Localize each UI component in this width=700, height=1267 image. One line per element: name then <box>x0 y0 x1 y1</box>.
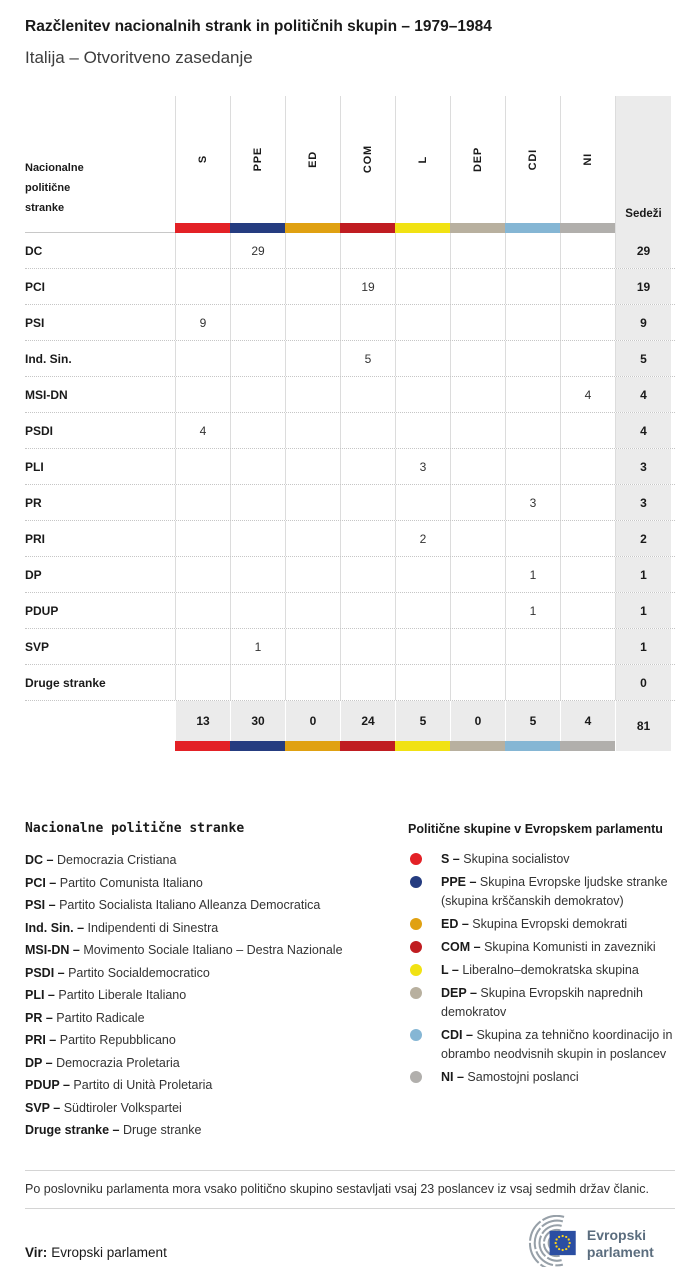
cell <box>450 449 505 484</box>
cell <box>340 377 395 412</box>
table-row <box>25 485 675 521</box>
cell <box>230 305 285 340</box>
column-header-ppe: PPE <box>230 96 285 223</box>
seats-cell: 3 <box>615 485 671 520</box>
cell <box>450 521 505 556</box>
cell <box>450 665 505 700</box>
total-cell: 5 <box>505 701 560 741</box>
cell: 1 <box>230 629 285 664</box>
cell: 5 <box>340 341 395 376</box>
seats-cell: 0 <box>615 665 671 700</box>
group-color-bar <box>230 223 285 233</box>
legend-group-item: L – Liberalno–demokratska skupina <box>408 961 675 980</box>
cell <box>340 629 395 664</box>
legend-group-item: DEP – Skupina Evropskih naprednih demokratov <box>408 984 675 1022</box>
legend-party-item: DC – Democrazia Cristiana <box>25 853 177 867</box>
column-header-s: S <box>175 96 230 223</box>
legend-group-item: PPE – Skupina Evropske ljudske stranke (skupina krščanskih demokratov) <box>408 873 675 911</box>
party-label: MSI-DN <box>25 387 68 402</box>
party-label: Druge stranke <box>25 675 106 690</box>
cell <box>505 521 560 556</box>
table-row <box>25 233 675 269</box>
table-row <box>25 449 675 485</box>
cell <box>560 665 615 700</box>
table-row <box>25 341 675 377</box>
cell <box>230 665 285 700</box>
cell <box>505 377 560 412</box>
column-header-dep: DEP <box>450 96 505 223</box>
group-color-bar <box>395 741 450 751</box>
footnote: Po poslovniku parlamenta mora vsako politično skupino sestavljati vsaj 23 poslancev iz vsaj sedmih držav članic. <box>25 1181 649 1196</box>
cell: 1 <box>505 593 560 628</box>
seats-column-header: Sedeži <box>615 96 671 233</box>
cell <box>505 305 560 340</box>
cell <box>340 485 395 520</box>
eu-flag-icon <box>550 1230 576 1254</box>
cell <box>450 593 505 628</box>
cell <box>560 485 615 520</box>
column-header-cdi: CDI <box>505 96 560 223</box>
legend-party-item: PRI – Partito Repubblicano <box>25 1033 176 1047</box>
cell <box>560 233 615 268</box>
party-label: PDUP <box>25 603 59 618</box>
cell: 4 <box>175 413 230 448</box>
legend-party-item: PCI – Partito Comunista Italiano <box>25 875 203 890</box>
cell <box>450 557 505 592</box>
seats-cell: 4 <box>615 413 671 448</box>
cell <box>230 521 285 556</box>
column-header-com: COM <box>340 96 395 223</box>
divider <box>25 1208 675 1209</box>
cell <box>505 413 560 448</box>
group-color-dot <box>410 1029 422 1041</box>
cell <box>560 305 615 340</box>
legend-political-groups <box>408 821 675 1142</box>
cell <box>285 341 340 376</box>
party-label: SVP <box>25 639 50 654</box>
cell <box>505 665 560 700</box>
cell <box>285 593 340 628</box>
table-row <box>25 413 675 449</box>
seats-cell: 1 <box>615 557 671 592</box>
group-color-dot <box>410 964 422 976</box>
cell: 1 <box>505 557 560 592</box>
legend-parties-heading: Nacionalne politične stranke <box>25 821 245 836</box>
cell: 2 <box>395 521 450 556</box>
seats-cell: 5 <box>615 341 671 376</box>
cell <box>285 521 340 556</box>
cell <box>505 233 560 268</box>
group-color-bar <box>450 741 505 751</box>
seats-cell: 19 <box>615 269 671 304</box>
party-label: PLI <box>25 459 44 474</box>
table-header <box>25 96 675 233</box>
cell <box>395 377 450 412</box>
cell <box>395 557 450 592</box>
cell <box>340 305 395 340</box>
seats-cell: 2 <box>615 521 671 556</box>
cell <box>340 557 395 592</box>
legend-party-item: PR – Partito Radicale <box>25 1010 145 1025</box>
cell <box>395 629 450 664</box>
group-color-bar <box>505 223 560 233</box>
cell <box>175 377 230 412</box>
cell: 19 <box>340 269 395 304</box>
group-color-bar <box>560 223 615 233</box>
legend-party-item: PSDI – Partito Socialdemocratico <box>25 965 210 980</box>
cell <box>175 233 230 268</box>
group-color-dot <box>410 853 422 865</box>
total-cell: 24 <box>340 701 395 741</box>
group-color-bar <box>450 223 505 233</box>
legend-national-parties <box>25 821 408 1142</box>
party-label: Ind. Sin. <box>25 351 72 366</box>
european-parliament-logo <box>497 1215 675 1267</box>
group-color-dot <box>410 876 422 888</box>
cell <box>285 449 340 484</box>
group-color-bar <box>560 741 615 751</box>
source-value: Evropski parlament <box>51 1245 167 1260</box>
cell <box>450 341 505 376</box>
table-totals-row <box>25 701 675 751</box>
column-header-ed: ED <box>285 96 340 223</box>
table-row <box>25 593 675 629</box>
footer <box>25 1215 675 1267</box>
cell <box>450 269 505 304</box>
seats-cell: 1 <box>615 593 671 628</box>
cell <box>230 449 285 484</box>
cell: 4 <box>560 377 615 412</box>
cell <box>450 233 505 268</box>
cell <box>340 449 395 484</box>
cell <box>560 557 615 592</box>
seats-cell: 3 <box>615 449 671 484</box>
cell <box>285 377 340 412</box>
table-row <box>25 305 675 341</box>
page-subtitle: Italija – Otvoritveno zasedanje <box>25 48 253 67</box>
party-label: DC <box>25 243 43 258</box>
party-label: DP <box>25 567 42 582</box>
seats-table <box>25 96 675 751</box>
cell <box>560 413 615 448</box>
seats-cell: 9 <box>615 305 671 340</box>
cell <box>560 269 615 304</box>
cell <box>230 485 285 520</box>
table-row <box>25 629 675 665</box>
cell <box>175 269 230 304</box>
logo-text-line1: Evropski <box>586 1226 647 1243</box>
cell <box>560 341 615 376</box>
cell <box>175 629 230 664</box>
cell <box>340 521 395 556</box>
total-seats-cell: 81 <box>615 701 671 751</box>
cell <box>395 485 450 520</box>
cell <box>450 629 505 664</box>
table-row <box>25 665 675 701</box>
source-label: Vir: <box>25 1245 48 1260</box>
party-label: PSI <box>25 315 45 330</box>
group-color-bar <box>285 223 340 233</box>
legend-party-item: PLI – Partito Liberale Italiano <box>25 988 187 1002</box>
source-line <box>25 1245 167 1260</box>
party-label: PCI <box>25 279 46 294</box>
group-color-dot <box>410 918 422 930</box>
total-cell: 5 <box>395 701 450 741</box>
cell <box>450 413 505 448</box>
cell <box>285 485 340 520</box>
legend-party-item: SVP – Südtiroler Volkspartei <box>25 1100 182 1115</box>
cell <box>285 305 340 340</box>
cell <box>230 557 285 592</box>
total-cell: 30 <box>230 701 285 741</box>
legend-group-item: NI – Samostojni poslanci <box>408 1068 675 1087</box>
table-row <box>25 377 675 413</box>
cell <box>230 377 285 412</box>
cell <box>230 413 285 448</box>
cell <box>230 593 285 628</box>
cell: 29 <box>230 233 285 268</box>
logo-text-line2: parlament <box>586 1243 654 1260</box>
group-color-bar <box>175 223 230 233</box>
cell <box>395 305 450 340</box>
cell <box>340 233 395 268</box>
legend-group-item: CDI – Skupina za tehnično koordinacijo in obrambo neodvisnih skupin in poslancev <box>408 1026 675 1064</box>
totals-spacer <box>25 701 175 751</box>
group-color-bar <box>285 741 340 751</box>
cell <box>340 665 395 700</box>
legend-party-item: MSI-DN – Movimento Sociale Italiano – Destra Nazionale <box>25 943 343 957</box>
cell <box>285 557 340 592</box>
legend-group-item: COM – Skupina Komunisti in zavezniki <box>408 938 675 957</box>
cell: 3 <box>395 449 450 484</box>
cell <box>450 305 505 340</box>
cell <box>395 413 450 448</box>
cell <box>505 449 560 484</box>
legend-group-item: S – Skupina socialistov <box>408 850 675 869</box>
page-title: Razčlenitev nacionalnih strank in političnih skupin – 1979–1984 <box>25 18 492 35</box>
group-color-dot <box>410 941 422 953</box>
cell <box>395 341 450 376</box>
cell <box>230 341 285 376</box>
cell <box>395 233 450 268</box>
cell <box>340 413 395 448</box>
cell <box>175 593 230 628</box>
party-label: PSDI <box>25 423 54 438</box>
cell <box>285 629 340 664</box>
cell <box>285 269 340 304</box>
table-row <box>25 557 675 593</box>
group-color-bar <box>230 741 285 751</box>
cell <box>340 593 395 628</box>
column-header-l: L <box>395 96 450 223</box>
cell <box>505 269 560 304</box>
cell <box>395 269 450 304</box>
total-cell: 0 <box>450 701 505 741</box>
legend-party-item: Druge stranke – Druge stranke <box>25 1123 202 1137</box>
group-color-bar <box>505 741 560 751</box>
cell <box>285 233 340 268</box>
cell <box>505 629 560 664</box>
party-label: PRI <box>25 531 46 546</box>
legend-section <box>25 821 675 1142</box>
legend-party-item: PSI – Partito Socialista Italiano Alleanza Democratica <box>25 898 321 912</box>
cell <box>560 521 615 556</box>
cell <box>175 665 230 700</box>
cell <box>395 665 450 700</box>
cell <box>285 413 340 448</box>
group-color-bar <box>340 741 395 751</box>
cell <box>450 377 505 412</box>
seats-cell: 4 <box>615 377 671 412</box>
legend-party-item: PDUP – Partito di Unità Proletaria <box>25 1078 213 1092</box>
group-color-bar <box>395 223 450 233</box>
cell <box>560 449 615 484</box>
cell: 9 <box>175 305 230 340</box>
seats-cell: 29 <box>615 233 671 268</box>
legend-party-item: Ind. Sin. – Indipendenti di Sinestra <box>25 920 219 935</box>
legend-group-item: ED – Skupina Evropski demokrati <box>408 915 675 934</box>
cell <box>450 485 505 520</box>
cell: 3 <box>505 485 560 520</box>
cell <box>505 341 560 376</box>
total-cell: 4 <box>560 701 615 741</box>
legend-groups-heading: Politične skupine v Evropskem parlamentu <box>408 822 663 836</box>
table-row <box>25 521 675 557</box>
group-color-dot <box>410 1071 422 1083</box>
corner-header: Nacionalne politične stranke <box>25 96 175 233</box>
table-row <box>25 269 675 305</box>
cell <box>230 269 285 304</box>
seats-cell: 1 <box>615 629 671 664</box>
cell <box>560 593 615 628</box>
cell <box>175 449 230 484</box>
total-cell: 0 <box>285 701 340 741</box>
cell <box>560 629 615 664</box>
column-header-ni: NI <box>560 96 615 223</box>
cell <box>175 485 230 520</box>
legend-party-item: DP – Democrazia Proletaria <box>25 1055 180 1070</box>
group-color-bar <box>340 223 395 233</box>
cell <box>395 593 450 628</box>
cell <box>285 665 340 700</box>
group-color-dot <box>410 987 422 999</box>
party-label: PR <box>25 495 42 510</box>
cell <box>175 557 230 592</box>
cell <box>175 521 230 556</box>
cell <box>175 341 230 376</box>
group-color-bar <box>175 741 230 751</box>
total-cell: 13 <box>175 701 230 741</box>
